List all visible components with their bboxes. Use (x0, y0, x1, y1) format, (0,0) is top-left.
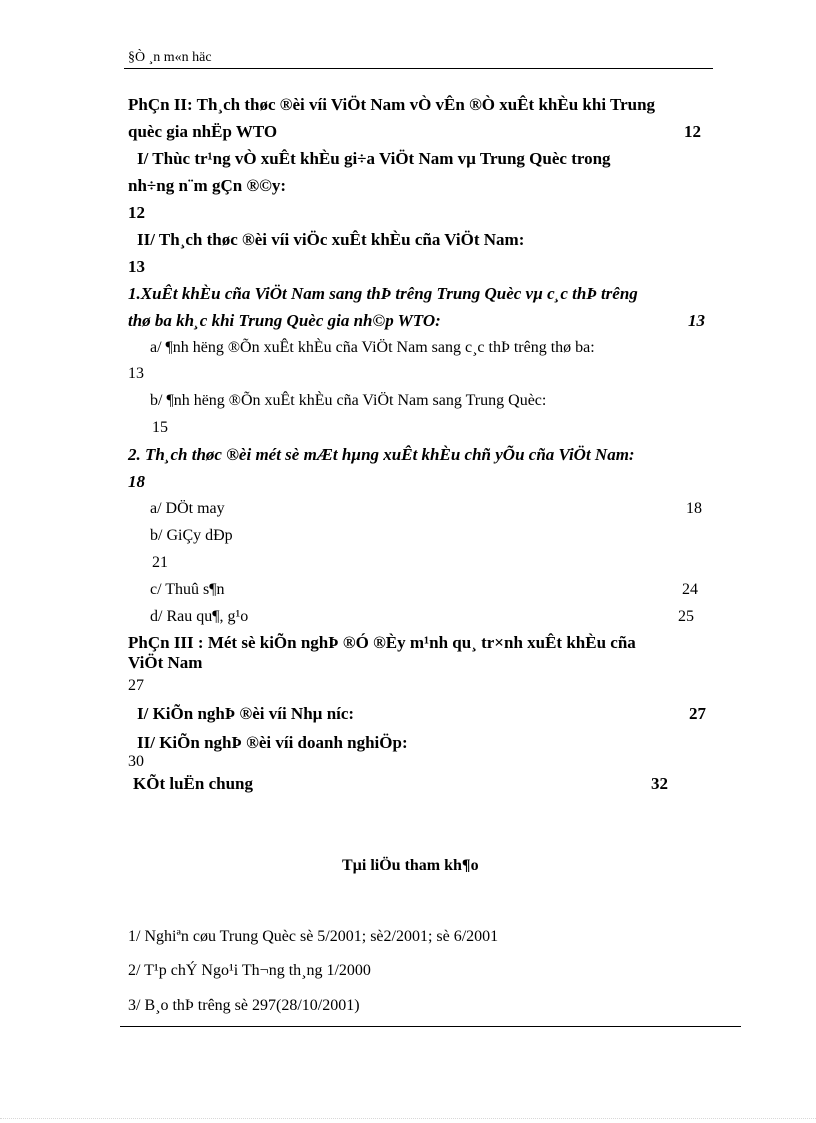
toc-entry-text: a/ ¶nh hëng ®Õn xuÊt khÈu cña ViÖt Nam sang c¸c thÞ trêng thø ba: (150, 339, 595, 356)
reference-item: 1/ Nghiªn cøu Trung Quèc sè 5/2001; sè2/2001; sè 6/2001 (128, 928, 499, 945)
toc-page-number: 25 (678, 608, 694, 625)
toc-entry-text: I/ KiÕn nghÞ ®èi víi Nhµ níc: (137, 704, 355, 723)
toc-entry-line2: thø ba kh¸c khi Trung Quèc gia nh©p WTO: (128, 311, 441, 330)
toc-page-number: 30 (128, 753, 144, 770)
toc-entry-line1: I/ Thùc tr¹ng vÒ xuÊt khÈu gi÷a ViÖt Nam vµ Trung Quèc trong (137, 149, 611, 168)
toc-entry-line1: PhÇn III : Mét sè kiÕn nghÞ ®Ó ®Èy m¹nh qu¸ tr×nh xuÊt khÈu cña (128, 633, 636, 652)
toc-entry-line2: nh÷ng n¨m gÇn ®©y: (128, 176, 287, 195)
reference-item: 2/ T¹p chÝ Ngo¹i Th¬ng th¸ng 1/2000 (128, 962, 371, 979)
toc-entry-line1: PhÇn II: Th¸ch thøc ®èi víi ViÖt Nam vÒ vÊn ®Ò xuÊt khÈu khi Trung (128, 95, 656, 114)
toc-page-number: 15 (152, 419, 168, 436)
toc-page-number: 24 (682, 581, 698, 598)
toc-entry-text: KÕt luËn chung (133, 774, 253, 793)
reference-item: 3/ B¸o thÞ trêng sè 297(28/10/2001) (128, 997, 360, 1014)
toc-page-number: 32 (651, 774, 668, 793)
toc-entry-text: b/ ¶nh hëng ®Õn xuÊt khÈu cña ViÖt Nam sang Trung Quèc: (150, 392, 547, 409)
header-title: §Ò ¸n m«n häc (128, 50, 212, 65)
toc-entry-line1: 1.XuÊt khÈu cña ViÖt Nam sang thÞ trêng Trung Quèc vµ c¸c thÞ trêng (128, 284, 638, 303)
toc-page-number: 18 (128, 472, 145, 491)
toc-page-number: 18 (686, 500, 702, 517)
toc-page-number: 21 (152, 554, 168, 571)
references-title: Tµi liÖu tham kh¶o (342, 857, 479, 874)
toc-entry-text: c/ Thuû s¶n (150, 581, 225, 598)
toc-page-number: 12 (128, 203, 145, 222)
footer-rule (120, 1026, 741, 1027)
toc-entry-text: a/ DÖt may (150, 500, 225, 517)
toc-page-number: 12 (684, 122, 701, 141)
toc-page-number: 13 (688, 311, 705, 330)
toc-entry-text: d/ Rau qu¶, g¹o (150, 608, 249, 625)
toc-page-number: 13 (128, 365, 144, 382)
toc-page-number: 13 (128, 257, 145, 276)
toc-entry-text: II/ Th¸ch thøc ®èi víi viÖc xuÊt khÈu cña ViÖt Nam: (137, 230, 525, 249)
toc-entry-text: II/ KiÕn nghÞ ®èi víi doanh nghiÖp: (137, 733, 408, 752)
toc-entry-text: b/ GiÇy dÐp (150, 527, 233, 544)
page-bottom-dots (0, 1118, 816, 1119)
toc-page-number: 27 (689, 704, 706, 723)
header-rule (124, 68, 713, 69)
toc-entry-line2: quèc gia nhËp WTO (128, 122, 278, 141)
toc-page-number: 27 (128, 677, 144, 694)
toc-entry-text: 2. Th¸ch thøc ®èi mét sè mÆt hµng xuÊt khÈu chñ yÕu cña ViÖt Nam: (128, 445, 635, 464)
toc-entry-line2: ViÖt Nam (128, 653, 203, 672)
